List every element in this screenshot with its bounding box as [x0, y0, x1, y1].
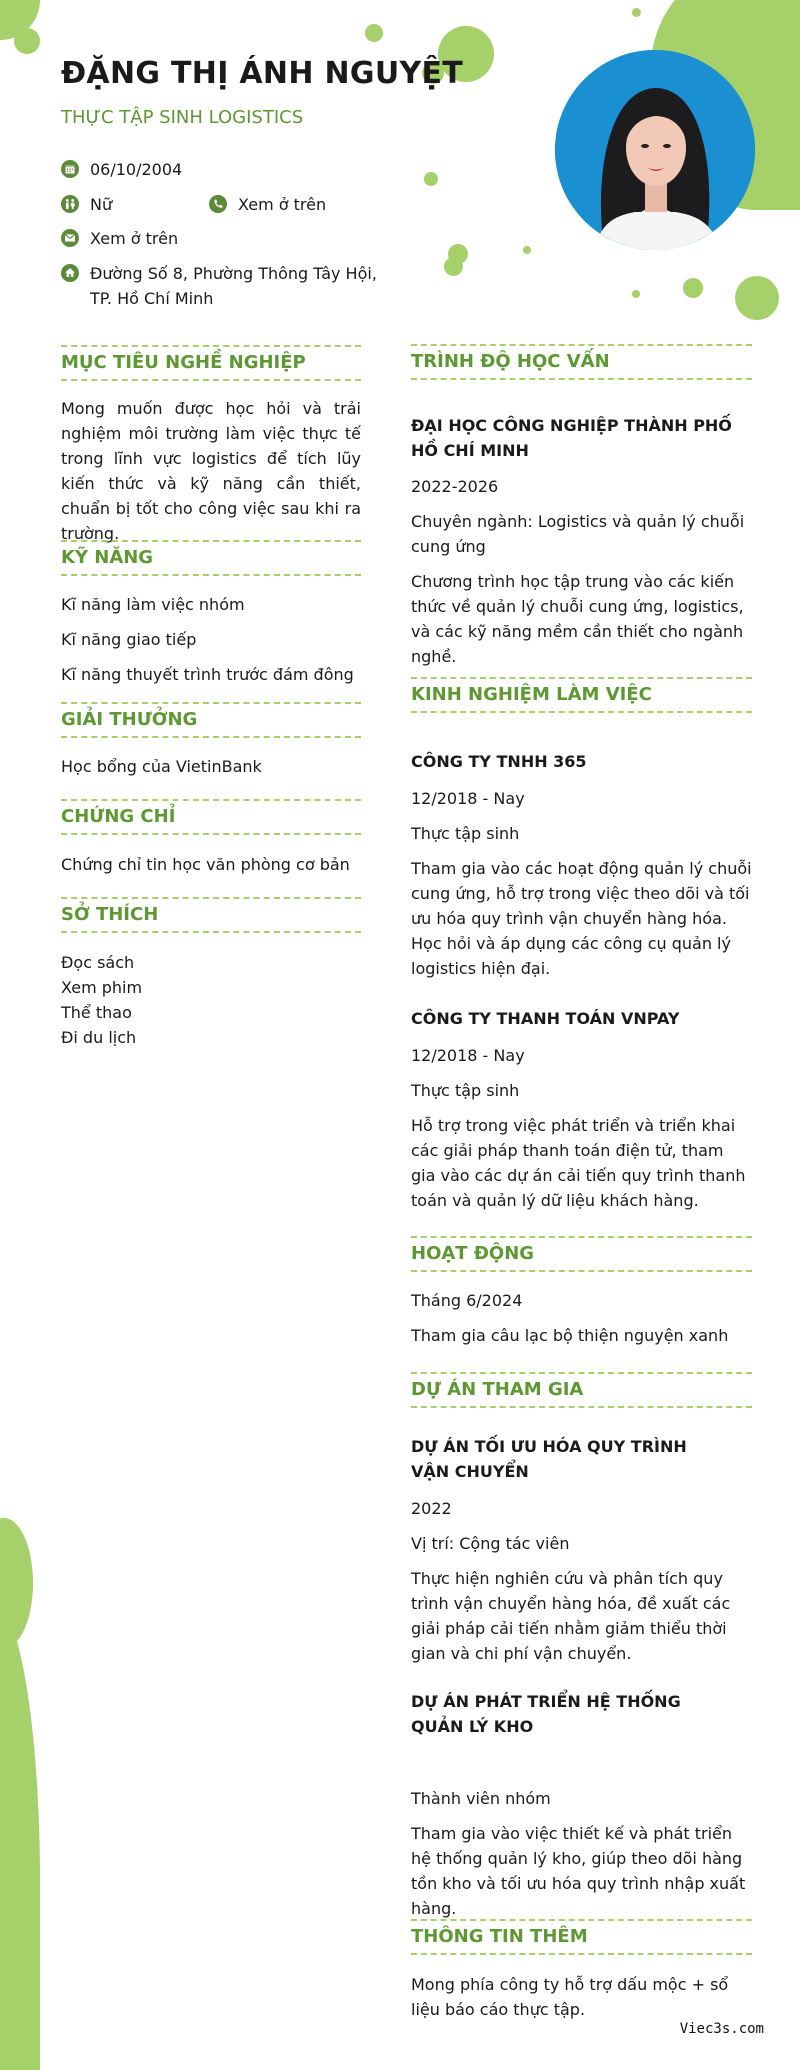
section-heading-projects: DỰ ÁN THAM GIA	[411, 1372, 752, 1408]
job-position: Thực tập sinh	[411, 824, 520, 843]
contact-phone	[209, 192, 326, 217]
job-company: CÔNG TY THANH TOÁN VNPAY	[411, 1009, 680, 1028]
project-role: Thành viên nhóm	[411, 1789, 551, 1808]
section-heading-education: TRÌNH ĐỘ HỌC VẤN	[411, 344, 752, 380]
project-role: Vị trí: Cộng tác viên	[411, 1534, 570, 1553]
decor-dot	[632, 8, 641, 17]
job-period: 12/2018 - Nay	[411, 1046, 525, 1065]
decor-dot	[632, 290, 640, 298]
profile-photo	[555, 50, 755, 250]
job-period: 12/2018 - Nay	[411, 789, 525, 808]
gender-value: Nữ	[90, 195, 113, 214]
contact-birthdate	[61, 157, 182, 182]
contact-address	[61, 261, 401, 311]
skill-item: Kĩ năng làm việc nhóm	[61, 595, 245, 614]
job-position: Thực tập sinh	[411, 1081, 520, 1100]
project-description: Thực hiện nghiên cứu và phân tích quy trình vận chuyển hàng hóa, đề xuất các giải pháp cải tiến nhằm giảm thiểu thời gian và chi phí vận chuyển.	[411, 1569, 731, 1663]
skill-item: Kĩ năng thuyết trình trước đám đông	[61, 665, 354, 684]
section-heading-awards: GIẢI THƯỞNG	[61, 702, 361, 738]
decor-dot	[424, 172, 438, 186]
decor-dot	[683, 278, 703, 298]
hobby-item: Đọc sách	[61, 953, 135, 972]
objective-text: Mong muốn được học hỏi và trải nghiệm môi trường làm việc thực tế trong lĩnh vực logistics để tích lũy kiến thức và kỹ năng cần thiết, chuẩn bị tốt cho công việc sau khi ra trường.	[61, 399, 361, 543]
hobby-item: Thể thao	[61, 1003, 132, 1022]
project-period: 2022	[411, 1499, 452, 1518]
project-name: DỰ ÁN TỐI ƯU HÓA QUY TRÌNH VẬN CHUYỂN	[411, 1437, 687, 1481]
home-icon	[61, 264, 79, 282]
job-title: THỰC TẬP SINH LOGISTICS	[61, 107, 304, 128]
decor-dot	[523, 246, 531, 254]
project-description: Tham gia vào việc thiết kế và phát triển hệ thống quản lý kho, giúp theo dõi hàng tồn kho và tối ưu hóa quy trình nhập xuất hàng.	[411, 1824, 746, 1918]
email-icon	[61, 229, 79, 247]
birthdate-value: 06/10/2004	[90, 160, 183, 179]
section-heading-activities: HOẠT ĐỘNG	[411, 1236, 752, 1272]
contact-gender	[61, 192, 112, 217]
activity-period: Tháng 6/2024	[411, 1291, 523, 1310]
email-value: Xem ở trên	[90, 229, 179, 248]
decor-dot	[444, 257, 463, 276]
section-heading-experience: KINH NGHIỆM LÀM VIỆC	[411, 677, 752, 713]
decor-dot	[365, 24, 383, 42]
phone-icon	[209, 195, 227, 213]
candidate-name: ĐẶNG THỊ ÁNH NGUYỆT	[61, 56, 464, 91]
phone-value: Xem ở trên	[238, 195, 327, 214]
more-info-text: Mong phía công ty hỗ trợ dấu mộc + sổ liệu báo cáo thực tập.	[411, 1975, 729, 2019]
hobby-item: Xem phim	[61, 978, 143, 997]
contact-email	[61, 226, 178, 251]
section-heading-more-info: THÔNG TIN THÊM	[411, 1919, 752, 1955]
school-name: ĐẠI HỌC CÔNG NGHIỆP THÀNH PHỐ HỒ CHÍ MINH	[411, 416, 732, 460]
side-blob-left-lower	[0, 1600, 40, 2070]
watermark: Viec3s.com	[679, 2021, 764, 2037]
job-description: Tham gia vào các hoạt động quản lý chuỗi cung ứng, hỗ trợ trong việc theo dõi và tối ưu hóa quy trình vận chuyển hàng hóa. Học hỏi và áp dụng các công cụ quản lý logistics hiện đại.	[411, 859, 752, 978]
decor-dot	[14, 28, 40, 54]
education-description: Chương trình học tập trung vào các kiến thức về quản lý chuỗi cung ứng, logistics, và các kỹ năng mềm cần thiết cho ngành nghề.	[411, 572, 744, 666]
address-value: Đường Số 8, Phường Thông Tây Hội, TP. Hồ Chí Minh	[90, 264, 377, 308]
education-major: Chuyên ngành: Logistics và quản lý chuỗi cung ứng	[411, 512, 745, 556]
section-heading-skills: KỸ NĂNG	[61, 540, 361, 576]
skill-item: Kĩ năng giao tiếp	[61, 630, 197, 649]
section-heading-certificates: CHỨNG CHỈ	[61, 799, 361, 835]
section-heading-hobbies: SỞ THÍCH	[61, 897, 361, 933]
calendar-icon	[61, 160, 79, 178]
decor-dot	[735, 276, 779, 320]
gender-icon	[61, 195, 79, 213]
hobby-item: Đi du lịch	[61, 1028, 137, 1047]
section-heading-objective: MỤC TIÊU NGHỀ NGHIỆP	[61, 345, 361, 381]
award-item: Học bổng của VietinBank	[61, 757, 262, 776]
education-period: 2022-2026	[411, 477, 499, 496]
job-company: CÔNG TY TNHH 365	[411, 752, 587, 771]
job-description: Hỗ trợ trong việc phát triển và triển khai các giải pháp thanh toán điện tử, tham gia vào các dự án cải tiến quy trình thanh toán và quản lý dữ liệu khách hàng.	[411, 1116, 746, 1210]
project-name: DỰ ÁN PHÁT TRIỂN HỆ THỐNG QUẢN LÝ KHO	[411, 1692, 681, 1736]
certificate-item: Chứng chỉ tin học văn phòng cơ bản	[61, 855, 350, 874]
activity-description: Tham gia câu lạc bộ thiện nguyện xanh	[411, 1326, 729, 1345]
